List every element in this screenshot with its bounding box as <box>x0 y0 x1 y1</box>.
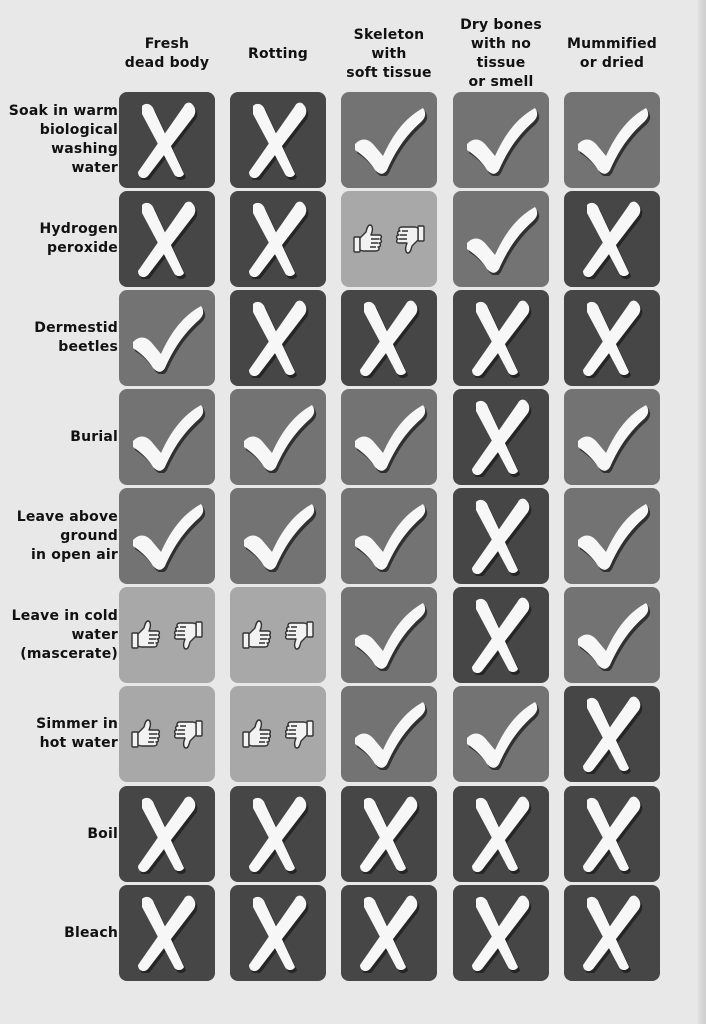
cell-simmer-in-hot-water-dry-bones-with-no-tissue-or-smell <box>453 686 549 782</box>
cell-dermestid-beetles-rotting <box>230 290 326 386</box>
checkmark-icon <box>127 302 207 374</box>
cell-burial-fresh-dead-body <box>119 389 215 485</box>
row-label-bleach: Bleach <box>64 924 118 941</box>
cross-icon <box>243 893 313 973</box>
cross-icon <box>354 794 424 874</box>
cross-icon <box>577 298 647 378</box>
checkmark-icon <box>572 104 652 176</box>
thumbs-up-icon <box>129 618 163 652</box>
cross-icon <box>466 893 536 973</box>
thumbs-up-thumbs-down-icon <box>240 618 316 652</box>
cell-simmer-in-hot-water-rotting <box>230 686 326 782</box>
cross-icon <box>132 100 202 180</box>
checkmark-icon <box>349 104 429 176</box>
thumbs-up-thumbs-down-icon <box>240 717 316 751</box>
cross-icon <box>132 199 202 279</box>
cell-burial-rotting <box>230 389 326 485</box>
cell-hydrogen-peroxide-fresh-dead-body <box>119 191 215 287</box>
cell-burial-skeleton-with-soft-tissue <box>341 389 437 485</box>
checkmark-icon <box>127 500 207 572</box>
cross-icon <box>132 794 202 874</box>
cross-icon <box>577 893 647 973</box>
row-label-hydrogen-peroxide: Hydrogen peroxide <box>39 221 118 256</box>
thumbs-up-thumbs-down-icon <box>351 222 427 256</box>
row-label-soak-in-warm-biological-washing-water: Soak in warm biological washing water <box>8 103 118 176</box>
thumbs-up-icon <box>351 222 385 256</box>
cell-leave-above-ground-in-open-air-rotting <box>230 488 326 584</box>
cell-bleach-fresh-dead-body <box>119 885 215 981</box>
cell-leave-above-ground-in-open-air-skeleton-with-soft-tissue <box>341 488 437 584</box>
checkmark-icon <box>572 500 652 572</box>
thumbs-down-icon <box>171 618 205 652</box>
checkmark-icon <box>349 500 429 572</box>
cell-hydrogen-peroxide-mummified-or-dried <box>564 191 660 287</box>
cell-leave-in-cold-water-mascerate-skeleton-with-soft-tissue <box>341 587 437 683</box>
cross-icon <box>577 694 647 774</box>
cell-leave-above-ground-in-open-air-fresh-dead-body <box>119 488 215 584</box>
thumbs-up-icon <box>240 618 274 652</box>
cell-soak-in-warm-biological-washing-water-mummified-or-dried <box>564 92 660 188</box>
cell-leave-in-cold-water-mascerate-fresh-dead-body <box>119 587 215 683</box>
row-label-leave-above-ground-in-open-air: Leave above ground in open air <box>16 508 118 563</box>
cell-soak-in-warm-biological-washing-water-dry-bones-with-no-tissue-or-smell <box>453 92 549 188</box>
cell-leave-above-ground-in-open-air-mummified-or-dried <box>564 488 660 584</box>
checkmark-icon <box>461 104 541 176</box>
cross-icon <box>577 199 647 279</box>
thumbs-up-thumbs-down-icon <box>129 618 205 652</box>
cell-bleach-skeleton-with-soft-tissue <box>341 885 437 981</box>
cross-icon <box>243 199 313 279</box>
thumbs-up-thumbs-down-icon <box>129 717 205 751</box>
cell-leave-in-cold-water-mascerate-rotting <box>230 587 326 683</box>
cell-boil-rotting <box>230 786 326 882</box>
row-label-leave-in-cold-water-mascerate: Leave in cold water (mascerate) <box>11 607 118 662</box>
column-header-fresh-dead-body: Fresh dead body <box>124 36 210 71</box>
cell-dermestid-beetles-dry-bones-with-no-tissue-or-smell <box>453 290 549 386</box>
checkmark-icon <box>238 500 318 572</box>
cell-boil-fresh-dead-body <box>119 786 215 882</box>
checkmark-icon <box>461 203 541 275</box>
cell-hydrogen-peroxide-rotting <box>230 191 326 287</box>
thumbs-down-icon <box>393 222 427 256</box>
cross-icon <box>466 298 536 378</box>
checkmark-icon <box>572 401 652 473</box>
page-edge <box>698 0 706 1024</box>
cross-icon <box>354 893 424 973</box>
column-header-dry-bones-with-no-tissue-or-smell: Dry bones with no tissue or smell <box>460 17 542 90</box>
cell-burial-mummified-or-dried <box>564 389 660 485</box>
cross-icon <box>466 794 536 874</box>
cell-dermestid-beetles-skeleton-with-soft-tissue <box>341 290 437 386</box>
thumbs-down-icon <box>282 618 316 652</box>
checkmark-icon <box>349 599 429 671</box>
row-label-boil: Boil <box>87 825 118 842</box>
cell-leave-above-ground-in-open-air-dry-bones-with-no-tissue-or-smell <box>453 488 549 584</box>
cell-dermestid-beetles-mummified-or-dried <box>564 290 660 386</box>
row-label-dermestid-beetles: Dermestid beetles <box>34 320 118 355</box>
checkmark-icon <box>572 599 652 671</box>
cross-icon <box>354 298 424 378</box>
thumbs-down-icon <box>282 717 316 751</box>
checkmark-icon <box>349 698 429 770</box>
cell-bleach-dry-bones-with-no-tissue-or-smell <box>453 885 549 981</box>
cell-soak-in-warm-biological-washing-water-skeleton-with-soft-tissue <box>341 92 437 188</box>
thumbs-down-icon <box>171 717 205 751</box>
cross-icon <box>243 794 313 874</box>
checkmark-icon <box>127 401 207 473</box>
column-header-mummified-or-dried: Mummified or dried <box>566 36 658 71</box>
cell-hydrogen-peroxide-dry-bones-with-no-tissue-or-smell <box>453 191 549 287</box>
cell-simmer-in-hot-water-mummified-or-dried <box>564 686 660 782</box>
column-header-skeleton-with-soft-tissue: Skeleton with soft tissue <box>346 26 432 81</box>
cell-burial-dry-bones-with-no-tissue-or-smell <box>453 389 549 485</box>
column-header-rotting: Rotting <box>248 45 308 62</box>
cross-icon <box>243 298 313 378</box>
cell-bleach-rotting <box>230 885 326 981</box>
cell-soak-in-warm-biological-washing-water-rotting <box>230 92 326 188</box>
thumbs-up-icon <box>240 717 274 751</box>
cell-bleach-mummified-or-dried <box>564 885 660 981</box>
cell-leave-in-cold-water-mascerate-mummified-or-dried <box>564 587 660 683</box>
cell-leave-in-cold-water-mascerate-dry-bones-with-no-tissue-or-smell <box>453 587 549 683</box>
cell-boil-dry-bones-with-no-tissue-or-smell <box>453 786 549 882</box>
cross-icon <box>466 496 536 576</box>
row-label-simmer-in-hot-water: Simmer in hot water <box>36 716 118 751</box>
cell-hydrogen-peroxide-skeleton-with-soft-tissue <box>341 191 437 287</box>
cell-simmer-in-hot-water-skeleton-with-soft-tissue <box>341 686 437 782</box>
cell-boil-skeleton-with-soft-tissue <box>341 786 437 882</box>
cell-soak-in-warm-biological-washing-water-fresh-dead-body <box>119 92 215 188</box>
checkmark-icon <box>461 698 541 770</box>
thumbs-up-icon <box>129 717 163 751</box>
cross-icon <box>577 794 647 874</box>
cell-simmer-in-hot-water-fresh-dead-body <box>119 686 215 782</box>
checkmark-icon <box>349 401 429 473</box>
row-label-burial: Burial <box>70 428 118 445</box>
cell-boil-mummified-or-dried <box>564 786 660 882</box>
checkmark-icon <box>238 401 318 473</box>
cross-icon <box>132 893 202 973</box>
cross-icon <box>466 595 536 675</box>
cross-icon <box>466 397 536 477</box>
cell-dermestid-beetles-fresh-dead-body <box>119 290 215 386</box>
cross-icon <box>243 100 313 180</box>
